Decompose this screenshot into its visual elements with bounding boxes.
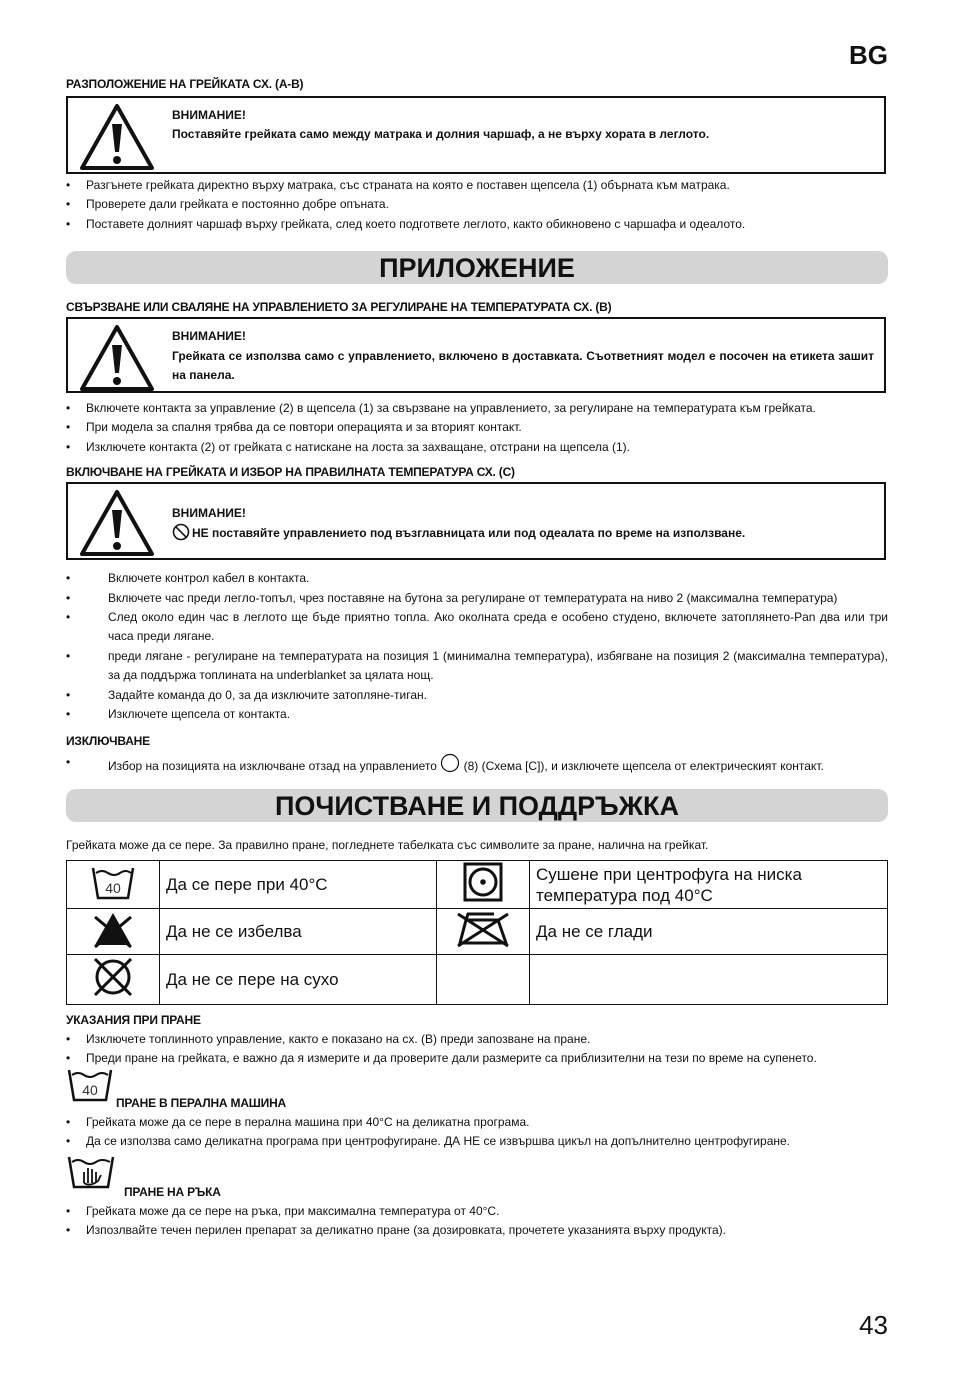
care-label: Сушене при центрофуга на ниска температура под 40°C — [530, 861, 888, 909]
care-label: Да се пере при 40°C — [160, 861, 437, 909]
banner-title: ПРИЛОЖЕНИЕ — [379, 253, 575, 283]
section-heading-machine-wash: ПРАНЕ В ПЕРАЛНА МАШИНА — [116, 1096, 286, 1110]
list-item: • преди лягане - регулиране на температурата на позиция 1 (минимална температура), избягване на позиция 2 (максимална температура), за да поддържа топлината на underblanket за цялата нощ. — [66, 649, 888, 682]
section-banner-application — [66, 251, 888, 284]
section-heading-wash-instructions: УКАЗАНИЯ ПРИ ПРАНЕ — [66, 1013, 201, 1027]
table-row — [67, 909, 888, 955]
care-label: Да не се пере на сухо — [160, 955, 437, 1005]
section-heading-placement: РАЗПОЛОЖЕНИЕ НА ГРЕЙКАТА СХ. (А-В) — [66, 77, 304, 91]
care-label: Да не се глади — [530, 909, 888, 955]
no-iron-icon — [454, 910, 512, 948]
warning-title: ВНИМАНИЕ! — [172, 506, 246, 520]
list-item: • Грейката може да се пере в перална машина при 40°C на деликатна програма. — [66, 1115, 530, 1129]
list-item: • Изключете щепсела от контакта. — [66, 707, 291, 721]
prohibited-icon — [172, 523, 192, 541]
care-symbols-table — [66, 860, 888, 1005]
warning-triangle-icon — [78, 102, 156, 172]
warning-box-placement — [66, 96, 886, 174]
list-item: • Изпозлвайте течен перилен препарат за деликатно пране (за дозировката, прочетете указанията върху продукта). — [66, 1223, 727, 1237]
list-item: • Включете час преди легло-топъл, чрез поставяне на бутона за регулиране от температурата на ниво 2 (максимална температура) — [66, 591, 838, 605]
list-item: • Избор на позицията на изключване отзад на управлението (8) (Схема [C]), и изключете щепсела от електрическият контакт. — [66, 755, 824, 773]
table-row — [67, 955, 888, 1005]
list-item: • Проверете дали грейката е постоянно добре опъната. — [66, 197, 389, 211]
care-label: Да не се избелва — [160, 909, 437, 955]
warning-text: Грейката се използва само с управлението, включено в доставката. Съответният модел е посочен на етикета зашит на панела. — [172, 349, 874, 382]
section-heading-connect: СВЪРЗВАНЕ ИЛИ СВАЛЯНЕ НА УПРАВЛЕНИЕТО ЗА РЕГУЛИРАНЕ НА ТЕМПЕРАТУРАТА СХ. (В) — [66, 300, 612, 314]
warning-triangle-icon — [78, 323, 156, 393]
table-row — [67, 861, 888, 909]
warning-text: Поставяйте грейката само между матрака и долния чаршаф, а не върху хората в леглото. — [172, 127, 710, 141]
no-dry-clean-icon — [89, 955, 137, 999]
language-code: BG — [849, 40, 888, 70]
section-heading-switch-off: ИЗКЛЮЧВАНЕ — [66, 734, 150, 748]
svg-text:40: 40 — [82, 1082, 98, 1098]
list-item: • След около един час в леглото ще бъде приятно топла. Ако околната среда е особено студено, включете затоплянето-Pan два или три часа преди лягане. — [66, 610, 888, 643]
list-item: • Изключете контакта (2) от грейката с натискане на лоста за захващане, отстрани на щепсела (1). — [66, 440, 631, 454]
warning-title: ВНИМАНИЕ! — [172, 108, 246, 122]
wash-40-icon — [66, 1066, 114, 1104]
banner-title: ПОЧИСТВАНЕ И ПОДДРЪЖКА — [274, 791, 680, 821]
hand-wash-icon — [66, 1153, 116, 1191]
svg-text:40: 40 — [105, 880, 121, 896]
section-heading-hand-wash: ПРАНЕ НА РЪКА — [124, 1185, 221, 1199]
list-item: • При модела за спалня трябва да се повтори операцията и за вторият контакт. — [66, 420, 522, 434]
list-item: • Да се използва само деликатна програма при центрофугиране. ДА НЕ се извършва цикъл на допълнително центрофугиране. — [66, 1134, 790, 1148]
off-position-icon — [440, 753, 460, 773]
warning-text: НЕ поставяйте управлението под възглавницата или под одеалата по време на използване. — [172, 523, 874, 543]
list-item: • Поставете долният чаршаф върху грейката, след което подгответе леглото, както обикновено с чаршафа и одеалото. — [66, 217, 746, 231]
tumble-dry-low-icon — [462, 861, 504, 903]
no-bleach-icon — [91, 909, 135, 949]
list-item: • Разгънете грейката директно върху матрака, със страната на която е поставен щепсела (1) обърната към матрака. — [66, 178, 730, 192]
list-item: • Грейката може да се пере на ръка, при максимална температура от 40°C. — [66, 1204, 500, 1218]
list-item: • Включете контрол кабел в контакта. — [66, 571, 310, 585]
warning-box-connect — [66, 317, 886, 393]
warning-title: ВНИМАНИЕ! — [172, 329, 246, 343]
warning-triangle-icon — [78, 488, 156, 558]
cleaning-intro: Грейката може да се пере. За правилно пране, погледнете табелката със символите за пране, налична на грейкат. — [66, 838, 709, 852]
list-item: • Преди пране на грейката, е важно да я измерите и да проверите дали размерите са приблизителни на тези по време на супенето. — [66, 1051, 817, 1065]
wash-40-icon — [90, 862, 136, 902]
page-number: 43 — [859, 1310, 888, 1340]
section-heading-switch-on: ВКЛЮЧВАНЕ НА ГРЕЙКАТА И ИЗБОР НА ПРАВИЛНАТА ТЕМПЕРАТУРА СХ. (С) — [66, 465, 515, 479]
list-item: • Включете контакта за управление (2) в щепсела (1) за свързване на управлението, за регулиране на температурата към грейката. — [66, 401, 816, 415]
warning-box-switch-on — [66, 482, 886, 560]
list-item: • Изключете топлинното управление, както е показано на сх. (В) преди запозване на пране. — [66, 1032, 591, 1046]
list-item: • Задайте команда до 0, за да изключите затопляне-тиган. — [66, 688, 428, 702]
section-banner-cleaning — [66, 789, 888, 822]
